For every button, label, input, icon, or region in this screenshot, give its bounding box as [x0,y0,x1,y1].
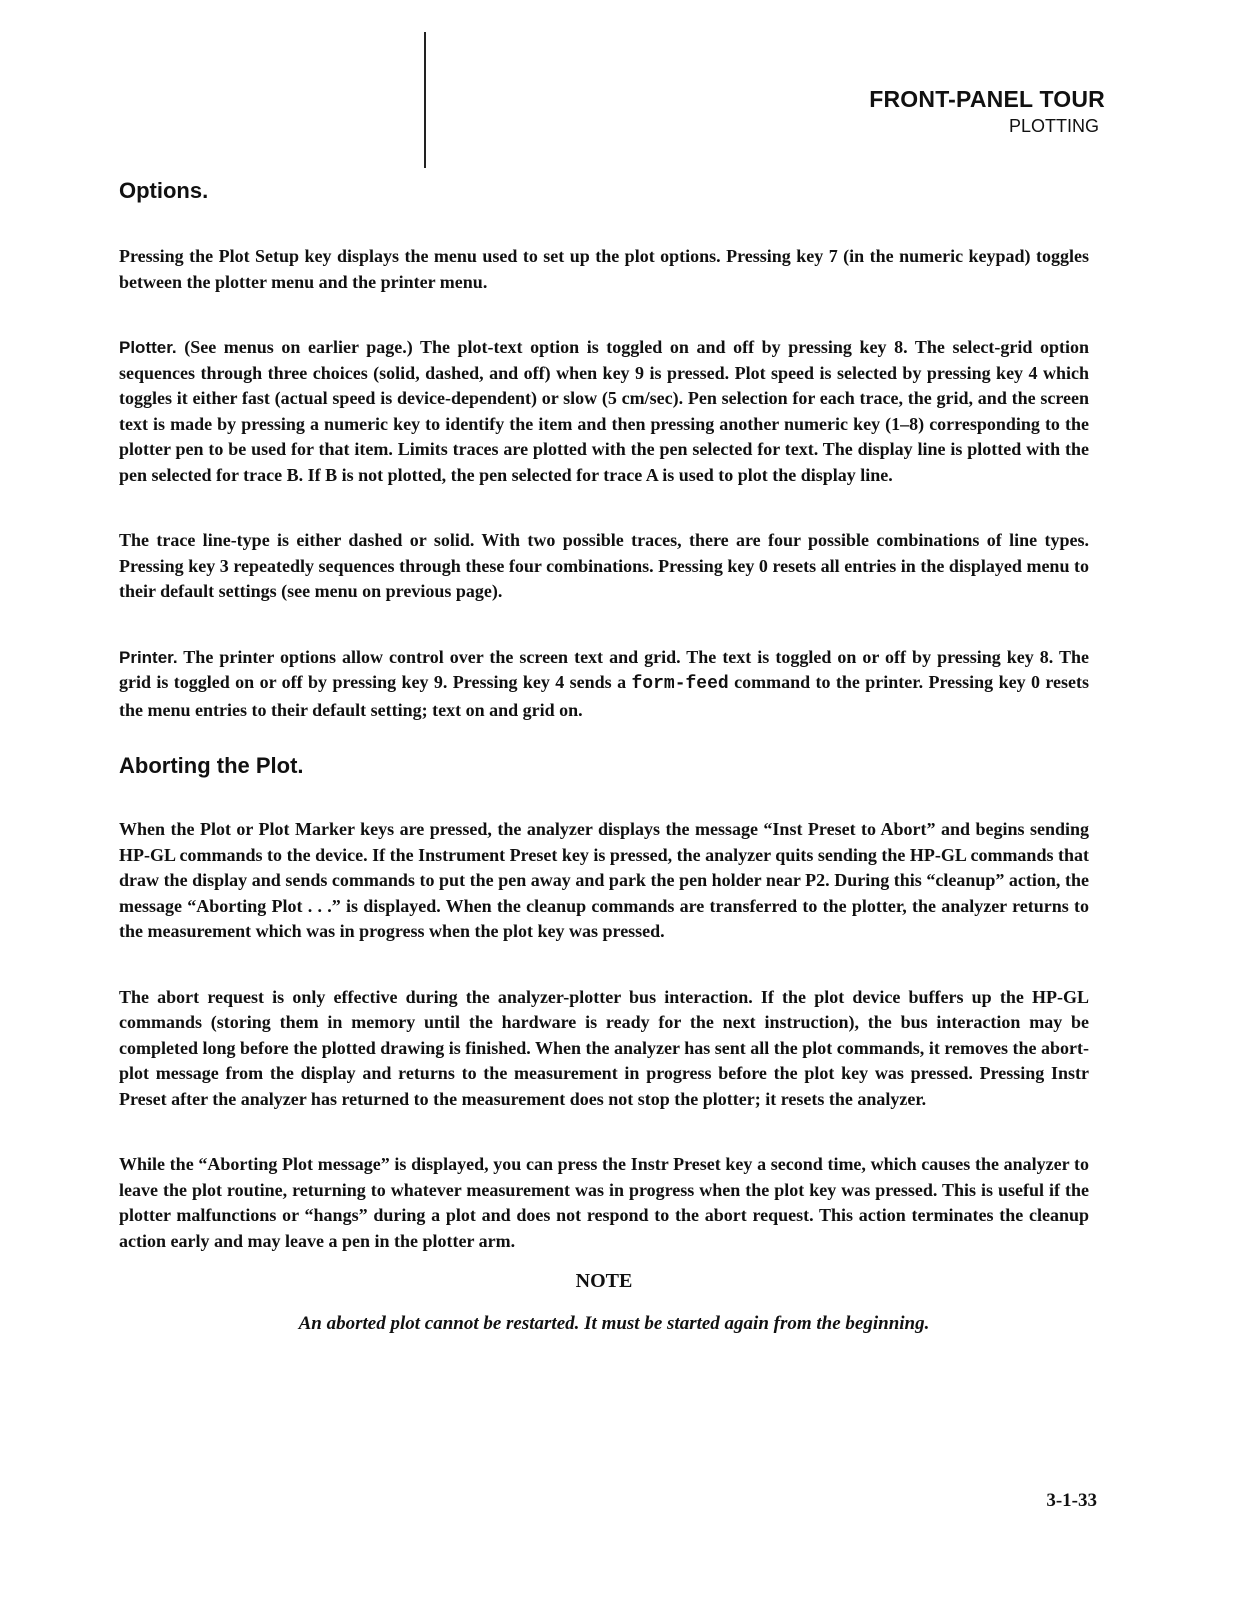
page-number: 3-1-33 [1046,1490,1097,1511]
abort-paragraph-2: The abort request is only effective during the analyzer-plotter bus interaction. If the plot device buffers up the HP-GL commands (storing them in memory until the hardware is ready for the next instruction), the bus interaction may be completed long before the plotted drawing is finished. When the analyzer has sent all the plot commands, it removes the abort-plot message from the display and returns to the measurement in progress before the plot key was pressed. Pressing Instr Preset after the analyzer has returned to the measurement does not stop the plotter; it resets the analyzer. [119,986,1089,1109]
section-heading-aborting: Aborting the Plot. [119,753,304,778]
plotter-text: (See menus on earlier page.) The plot-text option is toggled on and off by pressing key 8. The select-grid option sequences through three choices (solid, dashed, and off) when key 9 is pressed. Plot speed is selected by pressing key 4 which toggles it either fast (actual speed is device-dependent) or slow (5 cm/sec). Pen selection for each trace, the grid, and the screen text is made by pressing a numeric key to identify the item and then pressing another numeric key (1–8) corresponding to the plotter pen to be used for that item. Limits traces are plotted with the pen selected for text. The display line is plotted with the pen selected for trace B. If B is not plotted, the pen selected for trace A is used to plot the display line. [119,337,1090,485]
note-title: NOTE [575,1270,633,1292]
printer-text-1: The printer options allow control over the screen text and grid. The text is toggled on or off by pressing key 8. The grid is toggled on or off by pressing key 9. Pressing key 4 sends a [119,646,1089,692]
page-content [119,178,1089,1335]
running-head-title: FRONT-PANEL TOUR [869,86,1105,112]
abort-paragraph-3: While the “Aborting Plot message” is displayed, you can press the Instr Preset key a second time, which causes the analyzer to leave the plot routine, returning to whatever measurement was in progress when the plot key was pressed. This is useful if the plotter malfunctions or “hangs” during a plot and does not respond to the abort request. This action terminates the cleanup action early and may leave a pen in the plotter arm. [119,1154,1089,1251]
plotter-label: Plotter. [119,338,177,357]
printer-paragraph [119,645,1089,724]
printer-text-2: command to the printer. Pressing key 0 resets the menu entries to their default setting; text on and grid on. [119,672,1090,720]
running-head-subtitle: PLOTTING [1008,116,1099,136]
note-text: An aborted plot cannot be restarted. It must be started again from the beginning. [298,1313,930,1334]
options-intro-paragraph: Pressing the Plot Setup key displays the menu used to set up the plot options. Pressing key 7 (in the numeric keypad) toggles between the plotter menu and the printer menu. [119,246,1089,292]
vertical-rule [424,32,426,168]
abort-paragraph-1: When the Plot or Plot Marker keys are pressed, the analyzer displays the message “Inst Preset to Abort” and begins sending HP-GL commands to the device. If the Instrument Preset key is pressed, the analyzer quits sending the HP-GL commands that draw the display and sends commands to put the pen away and park the pen holder near P2. During this “cleanup” action, the message “Aborting Plot . . .” is displayed. When the cleanup commands are transferred to the plotter, the analyzer returns to the measurement which was in progress when the plot key was pressed. [119,819,1089,941]
form-feed-term: form-feed [631,674,729,694]
plotter-paragraph [119,335,1089,488]
section-heading-options: Options. [119,178,209,203]
line-type-paragraph: The trace line-type is either dashed or solid. With two possible traces, there are four possible combinations of line types. Pressing key 3 repeatedly sequences through these four combinations. Pressing key 0 resets all entries in the displayed menu to their default settings (see menu on previous page). [119,530,1089,601]
printer-label: Printer. [119,647,178,667]
